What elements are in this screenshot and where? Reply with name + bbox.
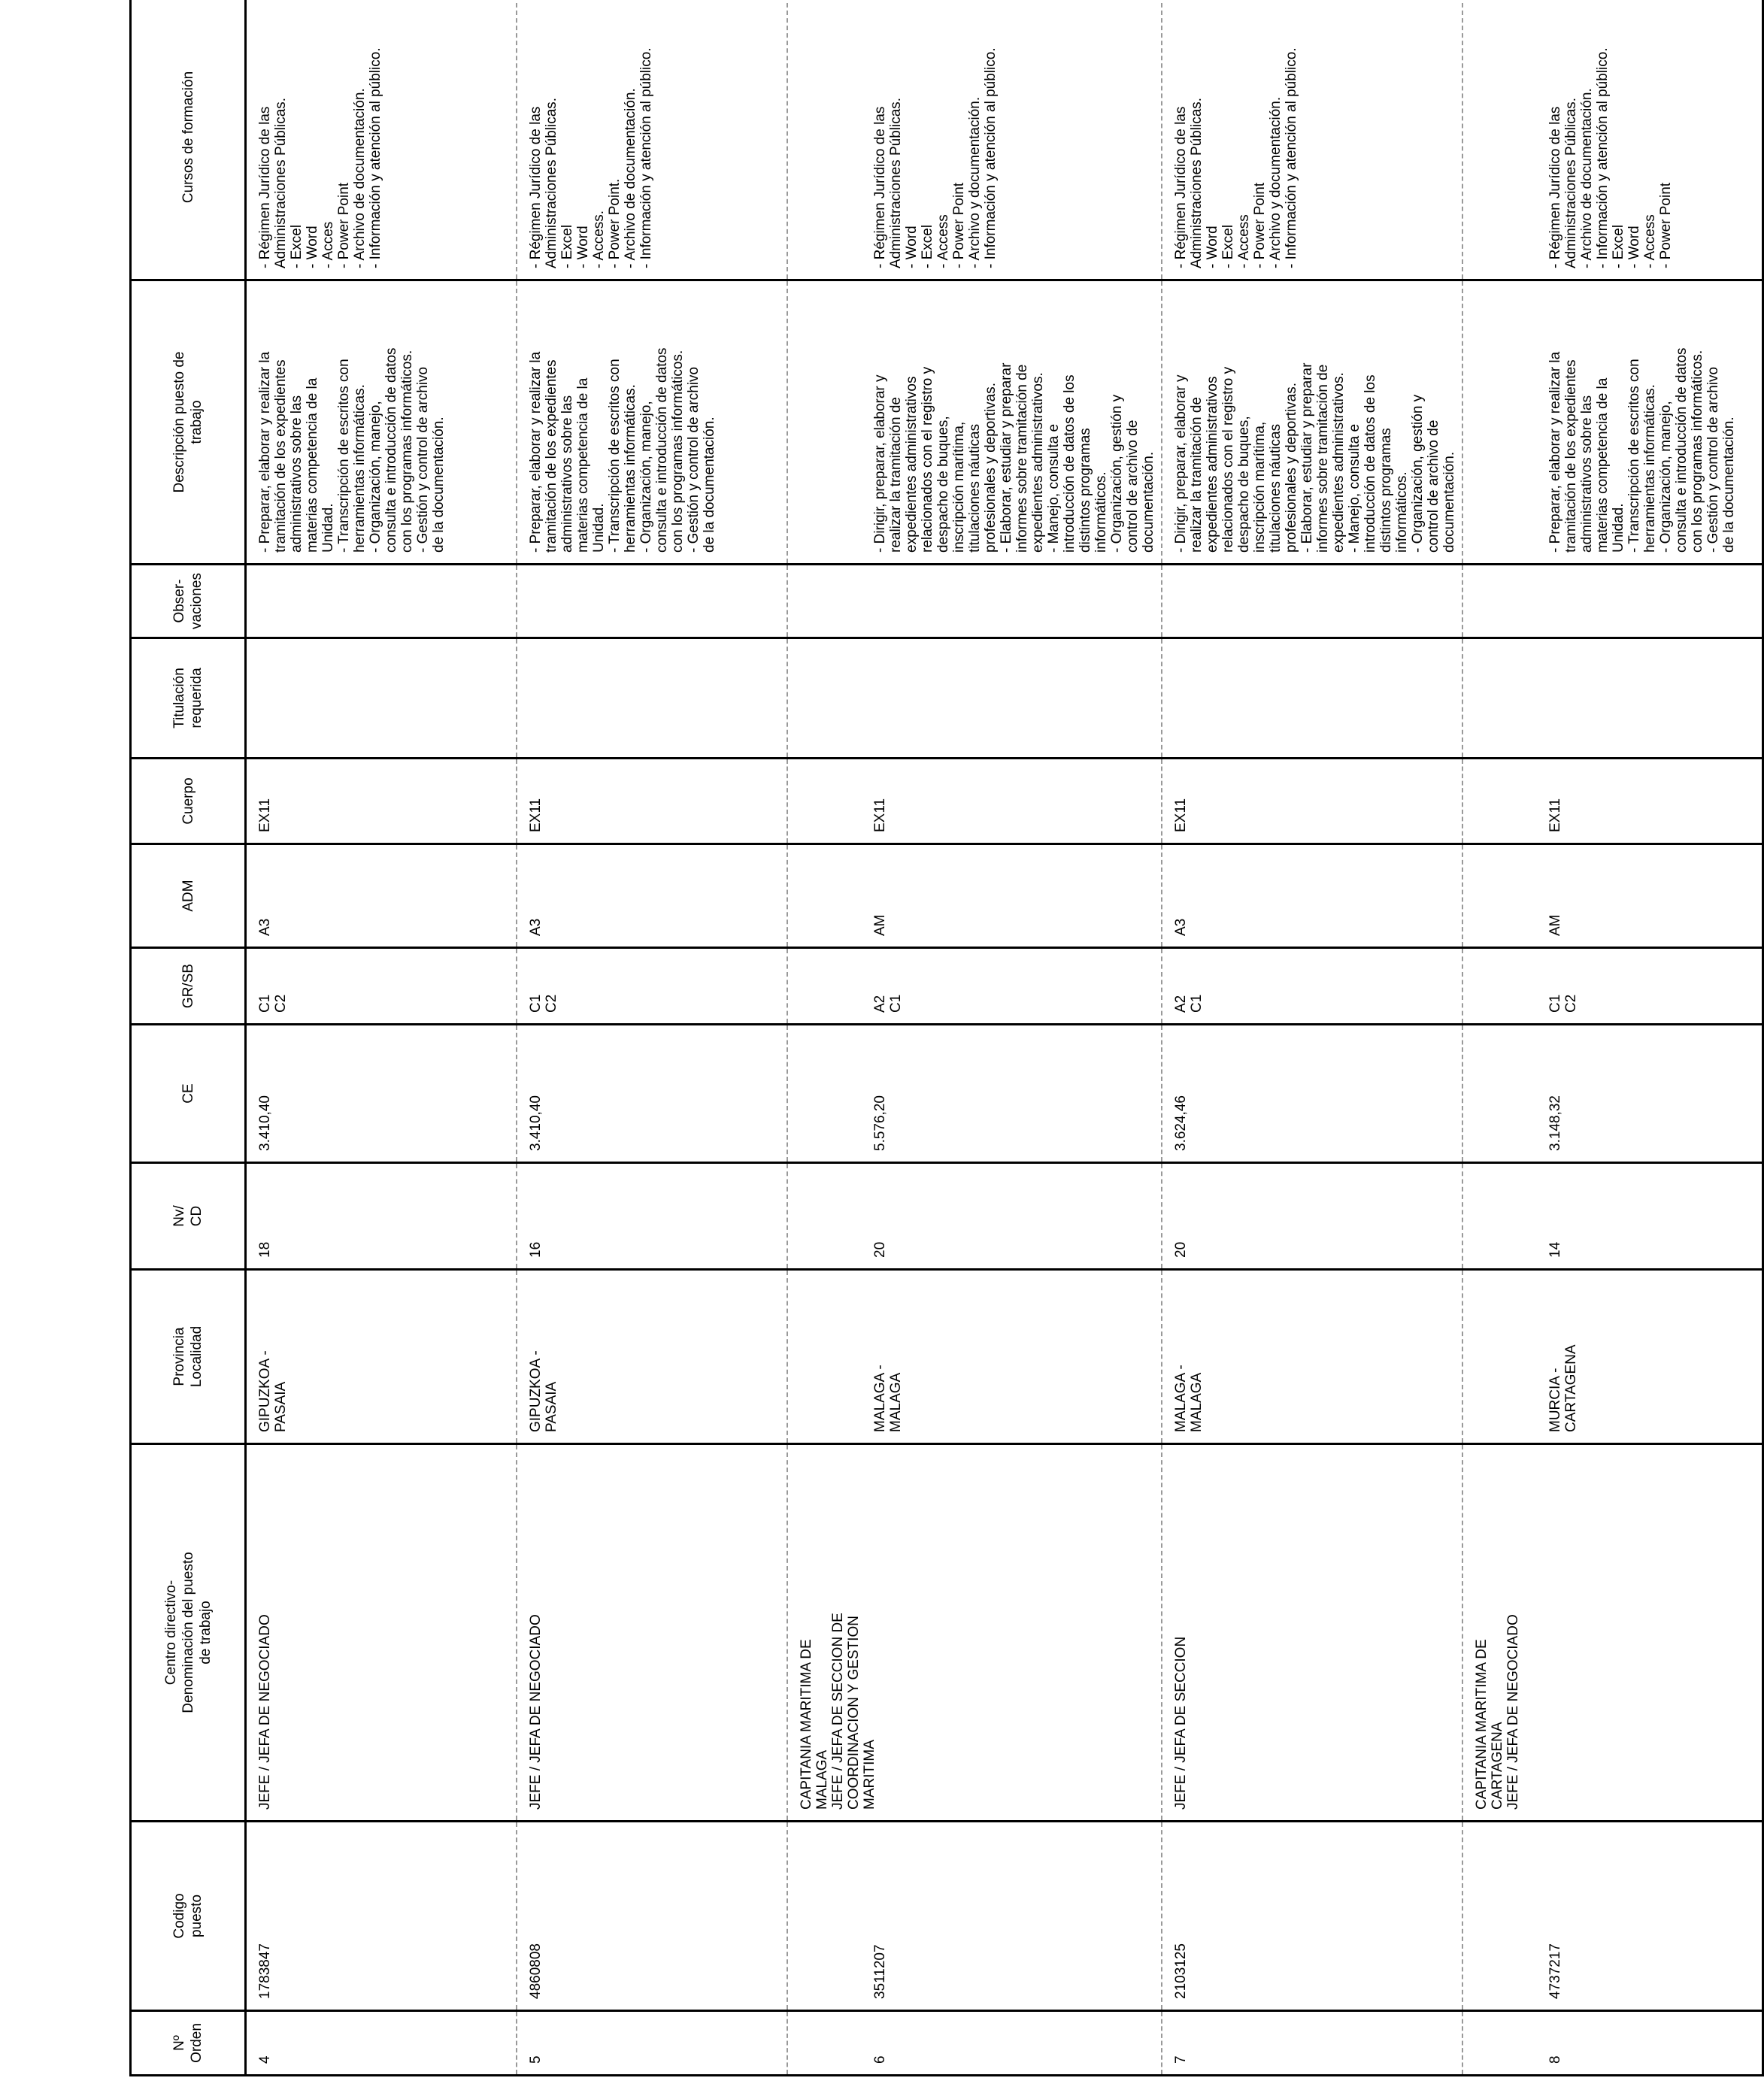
cell-cuerpo-value: EX11 [1547,798,1563,832]
cell-titulacion [787,638,1162,759]
cell-adm [787,844,1162,948]
cell-ce [1462,1025,1763,1163]
cell-ce-value: 3.148,32 [1547,1095,1563,1151]
cell-codigo-value: 4737217 [1547,1943,1563,1999]
cell-descripcion-value: - Dirigir, preparar, elaborar y realizar la tramitación de expedientes administrativos relacionados con el registro y despacho de buques, inscripción marítima, titulaciones náuticas profesionales y deportivas. - Elaborar, estudiar y preparar informes sobre tramitación de expedientes administrativos. - Manejo, consulta e introducción de datos de los distintos programas informáticos. - Organización, gestión y control de archivo de documentación. [871,362,1156,553]
cell-descripcion-value: - Preparar, elaborar y realizar la tramitación de los expedientes administrativos sobre las materias competencia de la Unidad. - Transcripción de escritos con herramientas informáticas. - Organización, manejo, consulta e introducción de datos con los programas informáticos. - Gestión y control de archivo de la documentación. [1547,347,1737,553]
cell-cuerpo-value: EX11 [871,798,888,832]
header-centro: Centro directivo- Denominación del puesto de trabajo [131,1444,246,1822]
table-row [517,0,787,2076]
cell-provincia: GIPUZKOA - PASAIA [246,1270,517,1444]
cell-cuerpo: EX11 [1162,759,1462,844]
cell-nivel: 18 [246,1163,517,1270]
cell-orden-value: 8 [1547,2055,1563,2064]
cell-centro [517,1444,787,1822]
cell-observaciones [1462,565,1763,638]
cell-codigo [787,1822,1162,2011]
cell-titulacion [1462,638,1763,759]
cell-centro-puesto: JEFE / JEFA DE SECCION DE COORDINACION Y GESTION MARITIMA [829,1613,877,1810]
cell-orden: 5 [517,2011,787,2076]
cell-codigo: 4860808 [517,1822,787,2011]
cell-orden: 7 [1162,2011,1462,2076]
table-row [1162,0,1462,2076]
cell-provincia: MALAGA - MALAGA [1162,1270,1462,1444]
cell-titulacion [1162,638,1462,759]
cell-grupo-value: A2 C1 [871,994,904,1013]
cell-centro [246,1444,517,1822]
cell-cuerpo: EX11 [517,759,787,844]
header-ce: CE [131,1025,246,1163]
cell-nivel: 16 [517,1163,787,1270]
cell-nivel-value: 20 [871,1241,888,1258]
table-row [787,0,1162,2076]
cell-codigo-value: 3511207 [871,1944,888,1999]
cell-centro [1462,1444,1763,1822]
cell-centro-puesto: JEFE / JEFA DE NEGOCIADO [527,1614,544,1810]
cell-centro [1162,1444,1462,1822]
table-row [1462,0,1763,2076]
header-row [131,0,246,2076]
cell-titulacion [246,638,517,759]
cell-centro-unidad: CAPITANIA MARITIMA DE MALAGA [798,1639,830,1810]
cell-centro-puesto: JEFE / JEFA DE NEGOCIADO [1505,1614,1521,1810]
cell-titulacion [517,638,787,759]
cell-nivel [1462,1163,1763,1270]
cell-descripcion: - Dirigir, preparar, elaborar y realizar la tramitación de expedientes administrativos relacionados con el registro y despacho de buques, inscripción marítima, titulaciones náuticas profesionales y deportivas. - Elaborar, estudiar y preparar informes sobre tramitación de expedientes administrativos. - Manejo, consulta e introducción de datos de los distintos programas informáticos. - Organización, gestión y control de archivo de documentación. [1162,280,1462,565]
cell-provincia [1462,1270,1763,1444]
cell-adm: A3 [517,844,787,948]
cell-ce: 3.410,40 [517,1025,787,1163]
cell-centro [787,1444,1162,1822]
cell-ce: 3.624,46 [1162,1025,1462,1163]
cell-codigo: 2103125 [1162,1822,1462,2011]
cell-cursos-value: - Régimen Jurídico de las Administraciones Públicas. - Word - Excel - Access - Power Point - Archivo y documentación. - Información y atención al público. [871,47,999,268]
header-provincia: Provincia Localidad [131,1270,246,1444]
header-orden: Nº Orden [131,2011,246,2076]
cell-ce: 3.410,40 [246,1025,517,1163]
cell-cursos [787,0,1162,280]
cell-orden-value: 6 [871,2055,888,2064]
cell-descripcion: - Preparar, elaborar y realizar la tramitación de los expedientes administrativos sobre las materias competencia de la Unidad. - Transcripción de escritos con herramientas informáticas. - Organización, manejo, consulta e introducción de datos con los programas informáticos. - Gestión y control de archivo de la documentación. [517,280,787,565]
cell-adm: A3 [1162,844,1462,948]
cell-descripcion [1462,280,1763,565]
cell-nivel [787,1163,1162,1270]
cell-centro-unidad: CAPITANIA MARITIMA DE CARTAGENA [1473,1639,1505,1810]
cell-orden [787,2011,1162,2076]
cell-descripcion: - Preparar, elaborar y realizar la tramitación de los expedientes administrativos sobre las materias competencia de la Unidad. - Transcripción de escritos con herramientas informáticas. - Organización, manejo, consulta e introducción de datos con los programas informáticos. - Gestión y control de archivo de la documentación. [246,280,517,565]
cell-cursos-value: - Régimen Jurídico de las Administraciones Públicas. - Archivo de documentación. - Información y atención al público. - Excel - Word - Access - Power Point [1547,47,1674,268]
header-descripcion: Descripción puesto de trabajo [131,280,246,565]
cell-provincia-value: MURCIA - CARTAGENA [1547,1344,1579,1432]
cell-grupo [787,948,1162,1025]
cell-grupo: C1 C2 [517,948,787,1025]
cell-grupo [1462,948,1763,1025]
cell-centro-puesto: JEFE / JEFA DE SECCION [1172,1636,1189,1810]
rotated-table-container [129,8,1737,2076]
cell-orden: 4 [246,2011,517,2076]
header-observaciones: Obser- vaciones [131,565,246,638]
puestos-table [129,0,1764,2076]
cell-cursos: - Régimen Jurídico de las Administraciones Públicas. - Word - Excel - Access - Power Point - Archivo y documentación. - Información y atención al público. [1162,0,1462,280]
cell-ce-value: 5.576,20 [871,1095,888,1151]
cell-orden [1462,2011,1763,2076]
cell-nivel: 20 [1162,1163,1462,1270]
cell-adm-value: AM [871,914,888,936]
cell-observaciones [787,565,1162,638]
cell-centro-puesto: JEFE / JEFA DE NEGOCIADO [257,1614,273,1810]
cell-provincia-value: MALAGA - MALAGA [871,1365,904,1432]
header-cuerpo: Cuerpo [131,759,246,844]
header-codigo: Codigo puesto [131,1822,246,2011]
cell-adm [1462,844,1763,948]
cell-ce [787,1025,1162,1163]
cell-grupo: A2 C1 [1162,948,1462,1025]
cell-observaciones [517,565,787,638]
table-row [246,0,517,2076]
cell-cuerpo [787,759,1162,844]
cell-cursos: - Régimen Jurídico de las Administraciones Públicas. - Excel - Word - Acces - Power Point - Archivo de documentación. - Información y atención al público. [246,0,517,280]
cell-grupo: C1 C2 [246,948,517,1025]
cell-cursos [1462,0,1763,280]
cell-provincia [787,1270,1162,1444]
header-nivel: Nv/ CD [131,1163,246,1270]
cell-adm: A3 [246,844,517,948]
cell-cuerpo: EX11 [246,759,517,844]
header-adm: ADM [131,844,246,948]
cell-codigo: 1783847 [246,1822,517,2011]
cell-descripcion [787,280,1162,565]
cell-provincia: GIPUZKOA - PASAIA [517,1270,787,1444]
cell-adm-value: AM [1547,914,1563,936]
header-titulacion: Titulación requerida [131,638,246,759]
cell-observaciones [246,565,517,638]
cell-grupo-value: C1 C2 [1547,994,1579,1013]
cell-nivel-value: 14 [1547,1241,1563,1258]
cell-cursos: - Régimen Jurídico de las Administraciones Públicas. - Excel - Word - Access. - Power Point. - Archivo de documentación. - Información y atención al público. [517,0,787,280]
header-grupo: GR/SB [131,948,246,1025]
cell-observaciones [1162,565,1462,638]
cell-cuerpo [1462,759,1763,844]
cell-codigo [1462,1822,1763,2011]
header-cursos: Cursos de formación [131,0,246,280]
